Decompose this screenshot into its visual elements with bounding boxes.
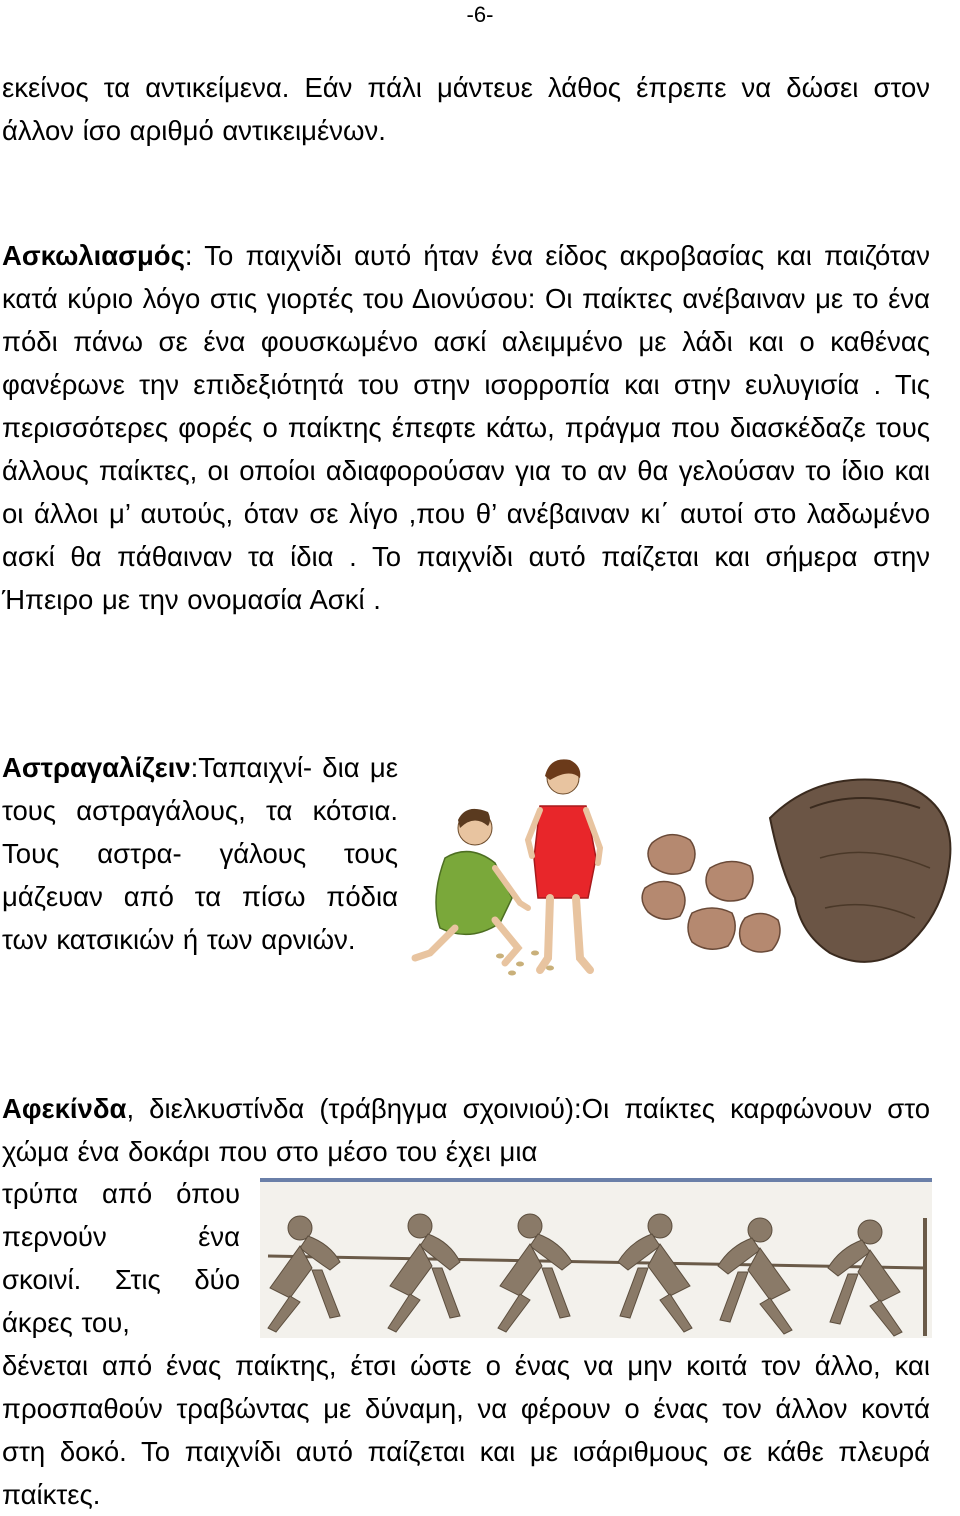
askoliasmos-term: Ασκωλιασμός: [2, 240, 185, 271]
knucklebones-illustration: [400, 748, 955, 988]
afekinda-text-left: τρύπα από όπου περνούν ένα σκοινί. Στις δύο άκρες του,: [2, 1178, 240, 1338]
afekinda-paragraph-bottom: [2, 1344, 930, 1516]
afekinda-paragraph-left: [2, 1172, 240, 1344]
afekinda-text-top: , διελκυστίνδα (τράβηγμα σχοινιού):Οι παίκτες καρφώνουν στο χώμα ένα δοκάρι που στο μέσο του έχει μια: [2, 1093, 930, 1167]
astragalizein-text: :Ταπαιχνί- δια με τους αστραγάλους, τα κότσια. Τους αστρα- γάλους τους μάζευαν από τα πίσω πόδια των κατσικιών ή των αρνιών.: [2, 752, 398, 955]
afekinda-term: Αφεκίνδα: [2, 1093, 127, 1124]
afekinda-text-bottom: δένεται από ένας παίκτης, έτσι ώστε ο ένας να μην κοιτά τον άλλο, και προσπαθούν τραβώντας με δύναμη, να φέρουν ο ένας τον άλλον κοντά στη δοκό. Το παιχνίδι αυτό παίζεται και με ισάριθμους σε κάθε πλευρά παίκτες.: [2, 1350, 930, 1510]
afekinda-paragraph-top: [2, 1087, 930, 1173]
tug-of-war-illustration: [260, 1178, 932, 1338]
askoliasmos-text: : Το παιχνίδι αυτό ήταν ένα είδος ακροβασίας και παιζόταν κατά κύριο λόγο στις γιορτές του Διονύσου: Οι παίκτες ανέβαιναν με το ένα πόδι πάνω σε ένα φουσκωμένο ασκί αλειμμένο με λάδι και ο καθένας φανέρωνε την επιδεξιότητά του στην ισορροπία και στην ευλυγισία . Τις περισσότερες φορές ο παίκτης έπεφτε κάτω, πράγμα που διασκέδαζε τους άλλους παίκτες, οι οποίοι αδιαφορούσαν για το αν θα γελούσαν το ίδιο και οι άλλοι μ’ αυτούς, όταν σε λίγο ,που θ’ ανέβαιναν κι΄ αυτοί στο λαδωμένο ασκί θα πάθαιναν τα ίδια . Το παιχνίδι αυτό παίζεται και σήμερα στην Ήπειρο με την ονομασία Ασκί .: [2, 240, 930, 615]
page-number: -6-: [466, 2, 494, 27]
astragalizein-paragraph: [2, 746, 398, 961]
intro-text: εκείνος τα αντικείμενα. Εάν πάλι μάντευε λάθος έπρεπε να δώσει στον άλλον ίσο αριθμό αντικειμένων.: [2, 72, 930, 146]
astragalizein-term: Αστραγαλίζειν: [2, 752, 191, 783]
intro-paragraph: [2, 66, 930, 152]
askoliasmos-paragraph: [2, 234, 930, 621]
